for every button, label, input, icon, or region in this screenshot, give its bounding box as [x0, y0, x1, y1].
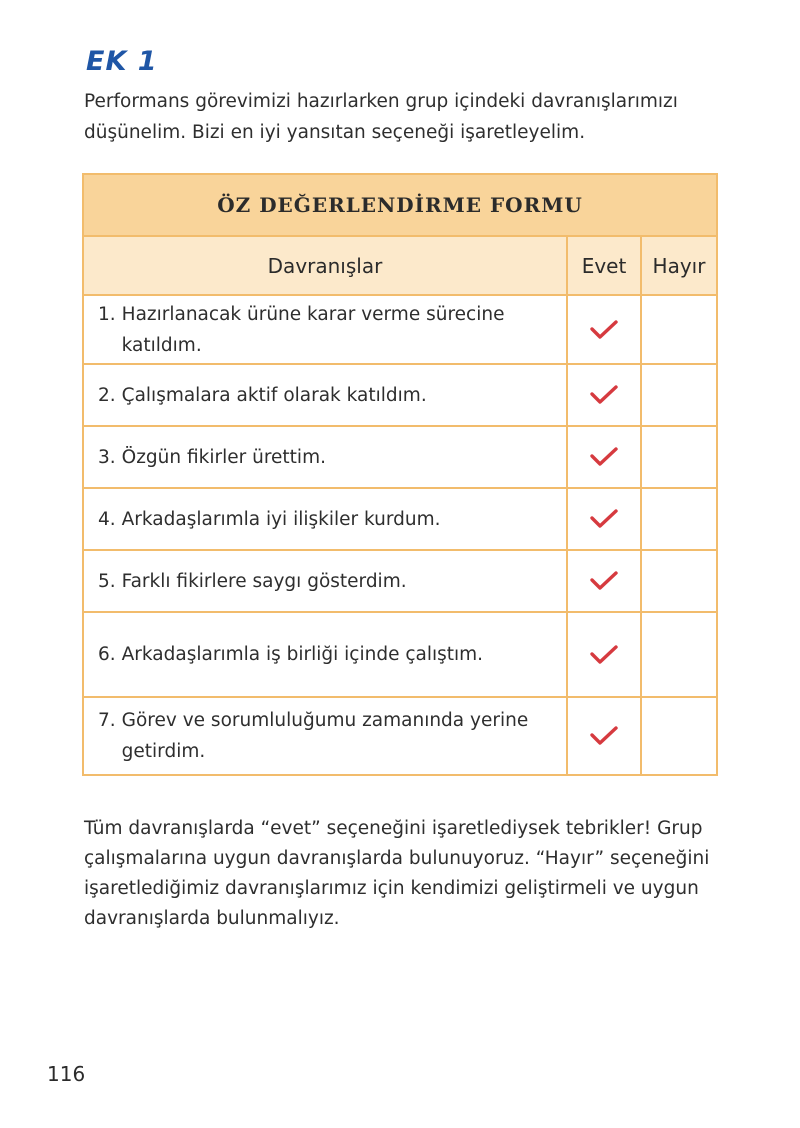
- behavior-cell: [83, 550, 567, 612]
- behavior-number: 3.: [98, 446, 116, 468]
- checkmark-icon: [589, 726, 619, 745]
- behavior-text: Arkadaşlarımla iyi ilişkiler kurdum.: [121, 508, 441, 530]
- self-assessment-table: [82, 173, 718, 776]
- no-checkbox-cell[interactable]: [641, 488, 717, 550]
- table-row: [83, 697, 717, 775]
- behavior-number: 6.: [98, 644, 116, 665]
- behavior-cell: [83, 612, 567, 697]
- behavior-text: Arkadaşlarımla iş birliği içinde çalıştım.: [121, 644, 484, 665]
- table-row: [83, 550, 717, 612]
- behavior-item: [84, 566, 566, 597]
- table-row: [83, 426, 717, 488]
- behavior-number: 2.: [98, 384, 116, 406]
- table-row: [83, 612, 717, 697]
- yes-checkbox-cell[interactable]: [567, 612, 641, 697]
- behavior-text: Farklı fikirlere saygı gösterdim.: [121, 570, 407, 592]
- behavior-cell: [83, 488, 567, 550]
- yes-checkbox-cell[interactable]: [567, 426, 641, 488]
- behavior-text: Görev ve sorumluluğumu zamanında yerine getirdim.: [121, 710, 529, 762]
- no-checkbox-cell[interactable]: [641, 612, 717, 697]
- no-checkbox-cell[interactable]: [641, 550, 717, 612]
- page-number: 116: [47, 1062, 86, 1086]
- column-header-behaviors: Davranışlar: [83, 236, 567, 295]
- yes-checkbox-cell[interactable]: [567, 364, 641, 426]
- behavior-number: 1.: [98, 303, 116, 325]
- behavior-text: Hazırlanacak ürüne karar verme sürecine katıldım.: [121, 303, 505, 356]
- yes-checkbox-cell[interactable]: [567, 697, 641, 775]
- column-header-yes: Evet: [567, 236, 641, 295]
- behavior-cell: [83, 426, 567, 488]
- checkmark-icon: [589, 319, 619, 338]
- no-checkbox-cell[interactable]: [641, 697, 717, 775]
- table-row: [83, 364, 717, 426]
- table-row: [83, 488, 717, 550]
- checkmark-icon: [589, 571, 619, 590]
- checkmark-icon: [589, 644, 619, 663]
- behavior-text: Özgün fikirler ürettim.: [121, 446, 326, 468]
- yes-checkbox-cell[interactable]: [567, 550, 641, 612]
- table-row: [83, 295, 717, 364]
- form-title: ÖZ DEĞERLENDİRME FORMU: [83, 174, 717, 236]
- column-header-no: Hayır: [641, 236, 717, 295]
- behavior-item: [84, 380, 566, 411]
- no-checkbox-cell[interactable]: [641, 364, 717, 426]
- behavior-item: [84, 299, 566, 361]
- behavior-item: [84, 705, 566, 767]
- behavior-text: Çalışmalara aktif olarak katıldım.: [121, 384, 427, 406]
- checkmark-icon: [589, 385, 619, 404]
- intro-paragraph: Performans görevimizi hazırlarken grup içindeki davranışlarımızı düşünelim. Bizi en iyi yansıtan seçeneği işaretleyelim.: [84, 91, 678, 143]
- yes-checkbox-cell[interactable]: [567, 488, 641, 550]
- yes-checkbox-cell[interactable]: [567, 295, 641, 364]
- table-title-row: [83, 174, 717, 236]
- behavior-item: [84, 504, 566, 535]
- section-heading: EK 1: [86, 46, 158, 77]
- behavior-item: [84, 639, 566, 670]
- no-checkbox-cell[interactable]: [641, 295, 717, 364]
- behavior-cell: [83, 697, 567, 775]
- behavior-item: [84, 442, 566, 473]
- table-header-row: [83, 236, 717, 295]
- checkmark-icon: [589, 447, 619, 466]
- behavior-cell: [83, 295, 567, 364]
- behavior-number: 5.: [98, 570, 116, 592]
- no-checkbox-cell[interactable]: [641, 426, 717, 488]
- checkmark-icon: [589, 509, 619, 528]
- behavior-number: 7.: [98, 710, 116, 731]
- behavior-cell: [83, 364, 567, 426]
- behavior-number: 4.: [98, 508, 116, 530]
- closing-paragraph: Tüm davranışlarda “evet” seçeneğini işaretlediysek tebrikler! Grup çalışmalarına uygun davranışlarda bulunuyoruz. “Hayır” seçeneğini işaretlediğimiz davranışlarımız için kendimizi geliştirmeli ve uygun davranışlarda bulunmalıyız.: [84, 818, 710, 929]
